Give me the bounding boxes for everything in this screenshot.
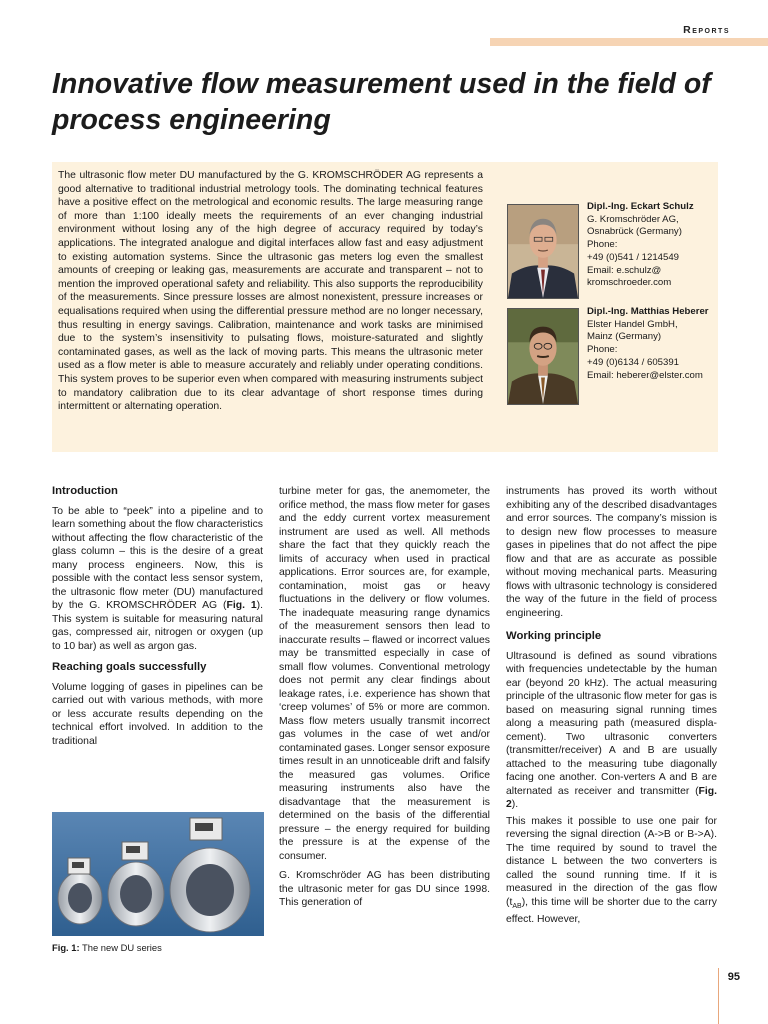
principle-p2-before: This makes it possible to use one pair for reversing the signal direction (A->B or B->A). The time required by sound to travel the distance L between the two converters is called the sound running time. If it is measured in the direction of the gas flow (t <box>506 815 717 908</box>
author-line: kromschroeder.com <box>587 277 672 289</box>
author-line: Mainz (Germany) <box>587 331 662 343</box>
principle-text-after: ). <box>511 799 519 810</box>
author-photo-heberer <box>507 308 579 405</box>
author-line: Elster Handel GmbH, <box>587 318 678 330</box>
principle-p2-after: ), this time will be shorter due to the carry effect. However, <box>506 896 717 926</box>
intro-text-after: ). This system is suitable for measuring natural gas, compressed air, nitrogen or oxygen (up to 10 bar) as well as argon gas. <box>52 600 264 652</box>
author-line: Email: e.schulz@ <box>587 264 662 276</box>
author-line: +49 (0)6134 / 605391 <box>587 356 680 368</box>
subscript-ab: AB <box>512 902 522 910</box>
figure-du-series <box>52 812 264 936</box>
author-name: Dipl.-Ing. Eckart Schulz <box>587 201 694 212</box>
author-line: G. Kromschröder AG, <box>587 213 679 225</box>
figure-caption-text: The new DU series <box>79 942 162 953</box>
column-2-paragraph-2: G. Kromschröder AG has been distributing the ultrasonic meter for gas DU since 1998. This generation of <box>279 870 490 908</box>
principle-paragraph-2 <box>506 815 717 927</box>
author-line: Osnabrück (Germany) <box>587 226 682 238</box>
section-accent-bar <box>490 38 768 46</box>
page-number: 95 <box>727 971 740 983</box>
page-rule <box>718 968 719 1024</box>
principle-paragraph-1 <box>506 650 717 812</box>
author-info-schulz <box>587 201 715 290</box>
intro-paragraph <box>52 505 263 654</box>
intro-heading: Introduction <box>52 485 118 497</box>
fig-2-reference: Fig. 2 <box>506 785 717 810</box>
author-name: Dipl.-Ing. Matthias Heberer <box>587 306 709 317</box>
section-label: Reports <box>683 24 730 36</box>
principle-heading: Working principle <box>506 630 602 642</box>
goals-paragraph: Volume logging of gases in pipelines can be carried out with various methods, with more or less accurate results depending on the technical effort involved. In addition to the traditional <box>52 681 263 747</box>
author-line: +49 (0)541 / 1214549 <box>587 251 680 263</box>
body-column-2 <box>279 485 490 916</box>
fig-1-reference: Fig. 1 <box>226 600 257 611</box>
goals-heading: Reaching goals successfully <box>52 661 207 673</box>
author-line: Phone: <box>587 239 618 251</box>
column-2-paragraph-1: turbine meter for gas, the anemometer, the orifice method, the mass flow meter for gases and the eddy current vortex measurement instrument are used as well. All methods share the fact that they quickly reach the limits of accuracy when used in practical applications. Error sources are, for example, contamination, moist gas or heavy fluctuations in the delivery or flow volumes. The inadequate measuring range dynamics of the measurement sensors then lead to inaccurate results – flawed or incorrect values may be transmitted especially in case of small flow volumes. Conventional metrology does not permit any clear findings about leakage rates, i.e. experience has shown that ‘creep volumes’ of 5% or more are common. Mass flow meters usually transmit incorrect gas volumes in the case of wet and/or contaminated gases. Longer sensor exposure times result in an unnoticeable drift and falsify the measured gas volumes. Orifice measuring instruments also have the disadvantage that the measurement is determined on the basis of the differential pressure – the energy required for building the pressure is at the expense of the consumer. <box>279 486 490 862</box>
body-column-3 <box>506 485 717 933</box>
author-info-heberer <box>587 306 715 382</box>
abstract-text: The ultrasonic flow meter DU manufactured by the G. KROMSCHRÖDER AG represents a good alternative to traditional industrial metrology tools. The dominating technical features have a positive effect on the metrological and economic results. The large measuring range of more than 1:100 ideally meets the requirements of an ever changing industrial environment without losing any of the high degree of accuracy required by today’s applications. The integrated analogue and digital interfaces allow fast and easy adjustment to existing automation systems. Since the ultrasonic gas meters log even the smallest amounts of creeping or leaking gas, measurements are accurate and transparent – not to mention the improved operational safety and reliability. This also supports the reproducibility of the measurements. Since pressure losses are almost nonexistent, pressure increases or equalisations required when using the differential pressure method are no longer necessary, thus resulting in energy savings. Calibration, maintenance and work tasks are minimised due to the system’s insensitivity to pulsating flows, moisture-saturated and slightly contaminated gases, as well as the lack of moving parts. This means the ultrasonic meter used as a flow meter is able to measure accurately and reliably under operating conditions. This system proves to be superior even when compared with measuring instruments subject to mandatory calibration due to its clear advantage of short response times during intermittent or alternating operation. <box>58 170 483 413</box>
article-title: Innovative flow measurement used in the field of process engineering <box>52 68 711 136</box>
author-photo-schulz <box>507 204 579 299</box>
abstract-box <box>52 162 718 452</box>
body-column-1 <box>52 485 263 754</box>
author-line: Phone: <box>587 344 618 356</box>
intro-text-before: To be able to “peek” into a pipeline and to learn something about the flow characteristics without affecting the flow characteristic of the glass column – this is the desire of a great many process engineers. Now, this is possible with the contact less sensor system, the ultrasonic flow meter (DU) manufactured by the G. KROMSCHRÖDER AG ( <box>52 505 263 611</box>
column-3-paragraph-1: instruments has proved its worth without exhibiting any of the described disadvantages and error sources. The company’s mission is to design new flow processes to measure gases in pipelines that do not affect the pipe flow and that are as accurate as possible without moving mechanical parts. Measuring flows with ultrasonic technology is considered the way of the future in the field of process engineering. <box>506 486 717 619</box>
principle-text-before: Ultrasound is defined as sound vibrations with frequencies undetectable by the human ear (beyond 20 kHz). The actual measuring principle of the ultrasonic flow meter for gas is based on measuring signal running times along a measuring path (measured displa-cement). Two ultrasonic converters (transmitter/receiver) A and B are usually attached to the measuring tube diagonally facing one another. Con-verters A and B are alternated as receiver and transmitter ( <box>506 650 717 797</box>
author-line: Email: heberer@elster.com <box>587 369 703 381</box>
figure-label: Fig. 1: <box>52 942 80 953</box>
figure-caption <box>52 942 162 953</box>
